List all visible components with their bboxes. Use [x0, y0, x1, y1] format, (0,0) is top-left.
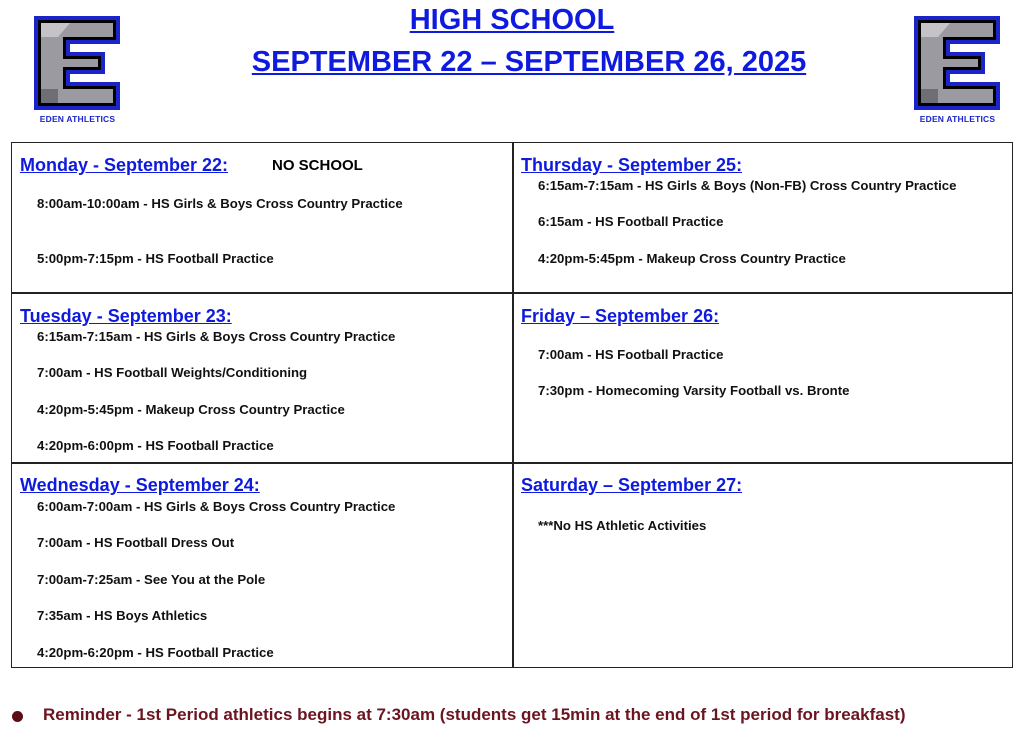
event-item: 6:00am-7:00am - HS Girls & Boys Cross Country Practice [37, 499, 396, 514]
day-heading-monday: Monday - September 22: [20, 155, 229, 175]
event-item: 6:15am-7:15am - HS Girls & Boys Cross Country Practice [37, 329, 396, 344]
day-heading-wednesday: Wednesday - September 24: [20, 475, 260, 495]
event-item: 4:20pm-5:45pm - Makeup Cross Country Practice [538, 251, 846, 266]
day-cell-friday [513, 293, 1013, 462]
event-item: 5:00pm-7:15pm - HS Football Practice [37, 251, 274, 266]
event-item: 7:35am - HS Boys Athletics [37, 608, 208, 623]
day-cell-thursday [513, 143, 1013, 292]
event-item: 7:00am-7:25am - See You at the Pole [37, 572, 266, 587]
logo-caption: EDEN ATHLETICS [39, 114, 116, 124]
event-item: 8:00am-10:00am - HS Girls & Boys Cross Country Practice [37, 196, 403, 211]
event-item: ***No HS Athletic Activities [538, 518, 707, 533]
page-title: HIGH SCHOOL [409, 4, 615, 36]
bullet-icon [12, 711, 23, 722]
schedule-grid [11, 142, 1013, 668]
logo-caption: EDEN ATHLETICS [919, 114, 996, 124]
e-letter-icon [910, 14, 1005, 112]
event-item: 6:15am - HS Football Practice [538, 214, 724, 229]
page-header [0, 0, 1024, 140]
event-item: 4:20pm-5:45pm - Makeup Cross Country Practice [37, 402, 345, 417]
event-item: 7:00am - HS Football Practice [538, 347, 724, 362]
day-cell-monday [12, 143, 512, 292]
event-item: 4:20pm-6:20pm - HS Football Practice [37, 645, 274, 660]
day-cell-tuesday [12, 293, 512, 462]
reminder-text: Reminder - 1st Period athletics begins at 7:30am (students get 15min at the end of 1st period for breakfast) [43, 705, 906, 724]
event-item: 4:20pm-6:00pm - HS Football Practice [37, 438, 274, 453]
day-heading-saturday: Saturday – September 27: [521, 475, 743, 495]
event-item: 7:00am - HS Football Weights/Conditioning [37, 365, 308, 380]
day-heading-friday: Friday – September 26: [521, 306, 720, 326]
event-item: 7:30pm - Homecoming Varsity Football vs. Bronte [538, 383, 850, 398]
day-heading-tuesday: Tuesday - September 23: [20, 306, 232, 326]
event-item: 7:00am - HS Football Dress Out [37, 535, 235, 550]
day-heading-thursday: Thursday - September 25: [521, 155, 743, 175]
day-cell-wednesday [12, 463, 512, 668]
reminder-note [8, 704, 1018, 730]
date-range-title: SEPTEMBER 22 – SEPTEMBER 26, 2025 [251, 46, 807, 78]
day-cell-saturday [513, 463, 1013, 668]
event-item: 6:15am-7:15am - HS Girls & Boys (Non-FB) Cross Country Practice [538, 178, 957, 193]
eden-athletics-logo-right [910, 14, 1005, 124]
no-school-label: NO SCHOOL [272, 157, 363, 174]
